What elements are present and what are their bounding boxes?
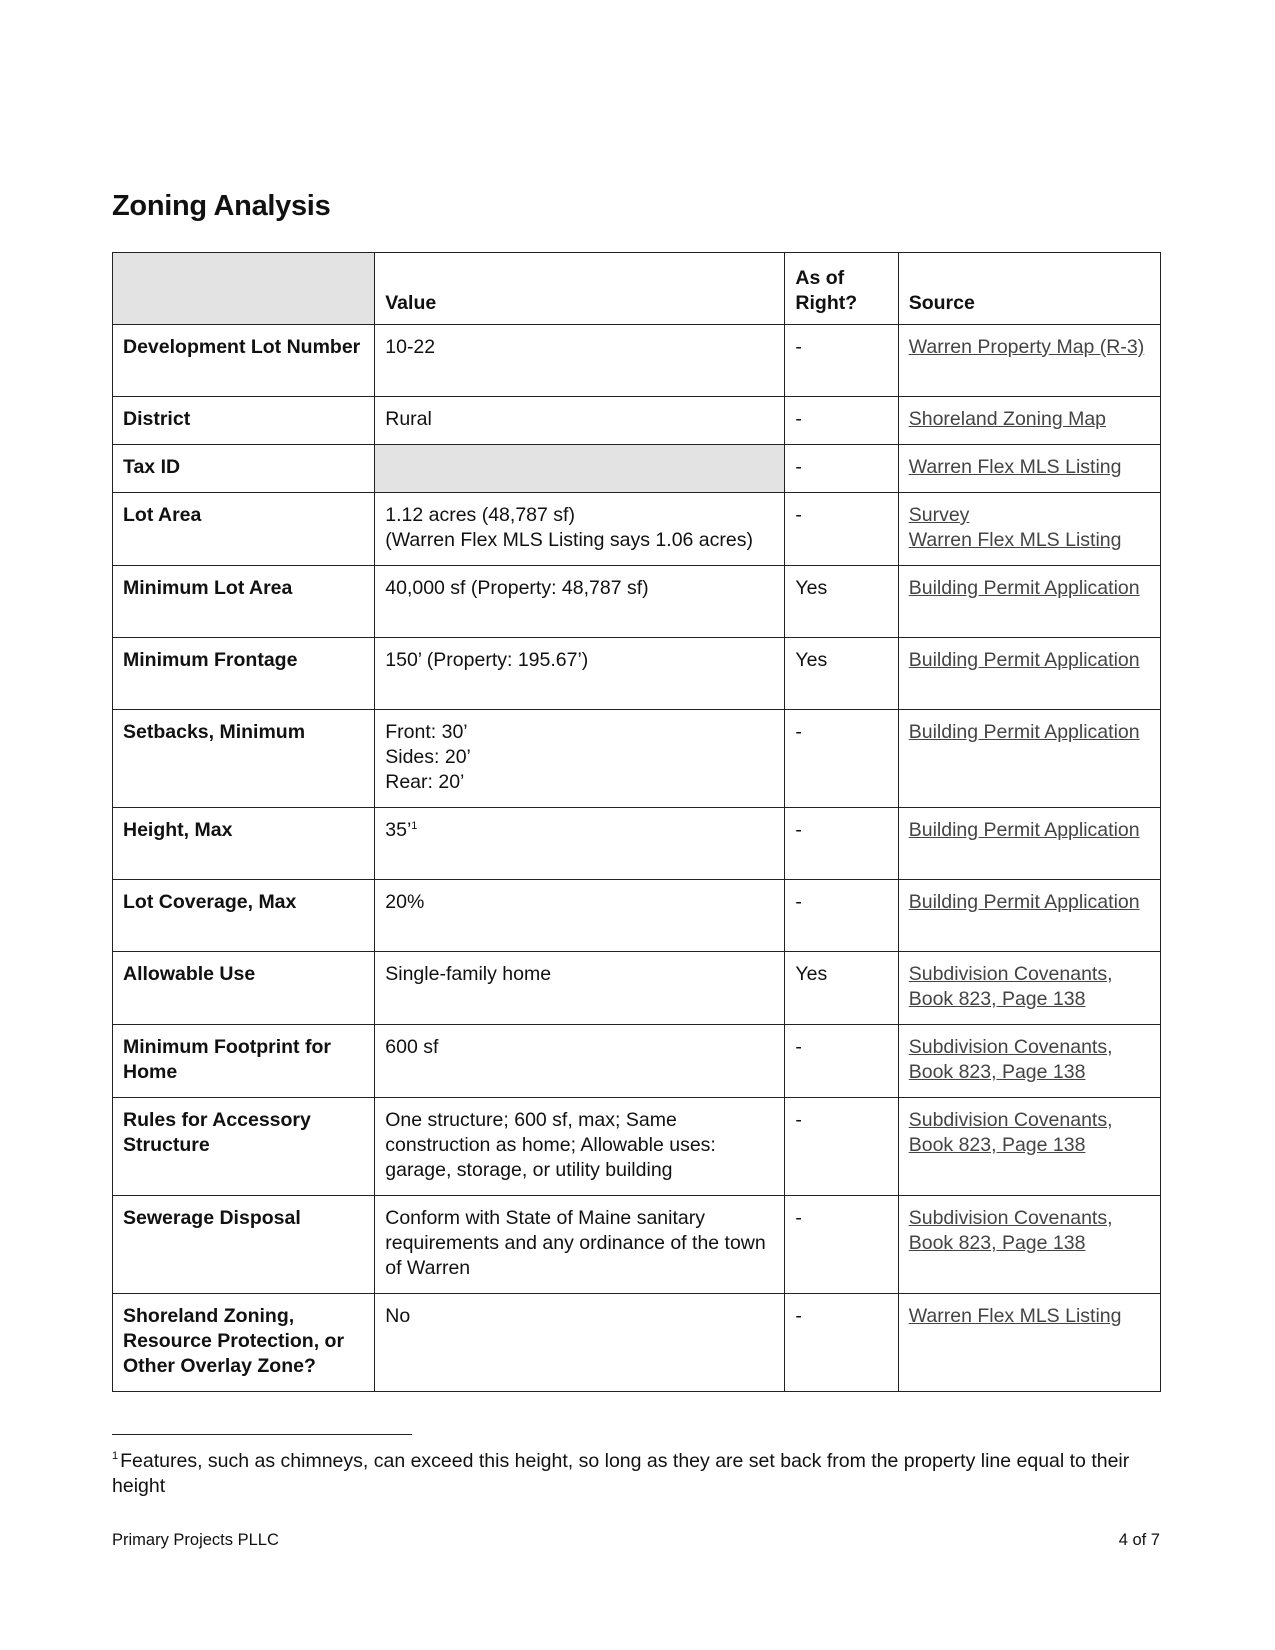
row-as-of-right: -	[785, 493, 898, 566]
row-label: Development Lot Number	[113, 325, 375, 397]
row-source	[898, 566, 1160, 638]
row-source	[898, 1294, 1160, 1392]
row-source	[898, 397, 1160, 445]
row-value	[375, 1025, 785, 1098]
row-label: District	[113, 397, 375, 445]
row-as-of-right: -	[785, 325, 898, 397]
table-row	[113, 1196, 1161, 1294]
row-label: Shoreland Zoning, Resource Protection, or Other Overlay Zone?	[113, 1294, 375, 1392]
row-value-text: Rural	[385, 408, 432, 430]
row-label: Minimum Footprint for Home	[113, 1025, 375, 1098]
footnote-divider	[112, 1434, 412, 1435]
source-link[interactable]: Survey	[908, 504, 970, 526]
row-label: Rules for Accessory Structure	[113, 1098, 375, 1196]
table-row	[113, 880, 1161, 952]
page-title: Zoning Analysis	[112, 190, 331, 222]
table-row	[113, 710, 1161, 808]
row-value	[375, 325, 785, 397]
row-source	[898, 880, 1160, 952]
row-value	[375, 493, 785, 566]
header-as-of-right: As of Right?	[785, 253, 898, 325]
row-label: Allowable Use	[113, 952, 375, 1025]
row-value-text: 40,000 sf (Property: 48,787 sf)	[385, 577, 649, 599]
source-link[interactable]: Building Permit Application	[908, 891, 1140, 913]
table-row	[113, 638, 1161, 710]
source-link[interactable]: Building Permit Application	[908, 649, 1140, 671]
row-value-text: 600 sf	[385, 1036, 439, 1058]
footer-company: Primary Projects PLLC	[112, 1531, 279, 1549]
row-label: Setbacks, Minimum	[113, 710, 375, 808]
row-label: Sewerage Disposal	[113, 1196, 375, 1294]
row-value-text: 150’ (Property: 195.67’)	[385, 649, 589, 671]
row-source	[898, 1098, 1160, 1196]
row-value-text: Front: 30’ Sides: 20’ Rear: 20’	[385, 721, 471, 793]
source-link[interactable]: Subdivision Covenants, Book 823, Page 138	[908, 1036, 1113, 1083]
row-as-of-right: -	[785, 808, 898, 880]
table-row	[113, 493, 1161, 566]
table-row	[113, 397, 1161, 445]
source-link[interactable]: Building Permit Application	[908, 577, 1140, 599]
footnote-reference[interactable]: 1	[411, 820, 418, 832]
row-as-of-right: Yes	[785, 638, 898, 710]
row-value-text: Single-family home	[385, 963, 552, 985]
row-source	[898, 445, 1160, 493]
row-label: Lot Coverage, Max	[113, 880, 375, 952]
row-label: Height, Max	[113, 808, 375, 880]
source-link[interactable]: Warren Flex MLS Listing	[908, 1305, 1122, 1327]
source-link[interactable]: Subdivision Covenants, Book 823, Page 138	[908, 1207, 1113, 1254]
row-value	[375, 880, 785, 952]
row-as-of-right: Yes	[785, 566, 898, 638]
row-source	[898, 1025, 1160, 1098]
row-value	[375, 397, 785, 445]
row-value	[375, 808, 785, 880]
row-as-of-right: -	[785, 397, 898, 445]
row-value	[375, 710, 785, 808]
row-value	[375, 638, 785, 710]
row-label: Lot Area	[113, 493, 375, 566]
row-value-text: One structure; 600 sf, max; Same construction as home; Allowable uses: garage, storage, or utility building	[385, 1109, 716, 1181]
source-link[interactable]: Subdivision Covenants, Book 823, Page 138	[908, 1109, 1113, 1156]
header-value: Value	[375, 253, 785, 325]
source-link[interactable]: Warren Flex MLS Listing	[908, 456, 1122, 478]
row-value	[375, 1098, 785, 1196]
row-value	[375, 566, 785, 638]
row-source	[898, 1196, 1160, 1294]
table-row	[113, 325, 1161, 397]
row-label: Tax ID	[113, 445, 375, 493]
row-label: Minimum Frontage	[113, 638, 375, 710]
row-value-text: 1.12 acres (48,787 sf) (Warren Flex MLS Listing says 1.06 acres)	[385, 504, 753, 551]
row-value-text: 10-22	[385, 336, 436, 358]
row-as-of-right: -	[785, 1196, 898, 1294]
row-value	[375, 1294, 785, 1392]
table-row	[113, 1098, 1161, 1196]
table-header-row	[113, 253, 1161, 325]
source-link[interactable]: Building Permit Application	[908, 819, 1140, 841]
table-row	[113, 445, 1161, 493]
source-link[interactable]: Warren Property Map (R-3)	[908, 336, 1145, 358]
row-as-of-right: -	[785, 445, 898, 493]
row-as-of-right: Yes	[785, 952, 898, 1025]
source-link[interactable]: Warren Flex MLS Listing	[908, 529, 1122, 551]
row-value-text: Conform with State of Maine sanitary requirements and any ordinance of the town of Warren	[385, 1207, 766, 1279]
corner-cell	[113, 253, 375, 325]
row-source	[898, 710, 1160, 808]
row-as-of-right: -	[785, 1294, 898, 1392]
row-value-text: No	[385, 1305, 411, 1327]
row-value	[375, 445, 785, 493]
footnote-text: Features, such as chimneys, can exceed this height, so long as they are set back from the property line equal to their height	[112, 1450, 1130, 1497]
row-value-text: 35’	[385, 819, 412, 841]
table-row	[113, 952, 1161, 1025]
row-source	[898, 808, 1160, 880]
source-link[interactable]: Shoreland Zoning Map	[908, 408, 1107, 430]
table-row	[113, 808, 1161, 880]
footer-page-number: 4 of 7	[1118, 1531, 1160, 1549]
row-as-of-right: -	[785, 1098, 898, 1196]
zoning-table	[112, 252, 1161, 1392]
table-row	[113, 1294, 1161, 1392]
footnote	[112, 1449, 1172, 1499]
row-source	[898, 638, 1160, 710]
row-as-of-right: -	[785, 710, 898, 808]
row-as-of-right: -	[785, 1025, 898, 1098]
source-link[interactable]: Building Permit Application	[908, 721, 1140, 743]
row-value	[375, 952, 785, 1025]
row-source	[898, 493, 1160, 566]
table-row	[113, 566, 1161, 638]
header-source: Source	[898, 253, 1160, 325]
row-as-of-right: -	[785, 880, 898, 952]
row-value	[375, 1196, 785, 1294]
row-value-text: 20%	[385, 891, 425, 913]
row-label: Minimum Lot Area	[113, 566, 375, 638]
row-source	[898, 952, 1160, 1025]
source-link[interactable]: Subdivision Covenants, Book 823, Page 138	[908, 963, 1113, 1010]
table-row	[113, 1025, 1161, 1098]
footnote-marker: 1	[112, 1450, 119, 1462]
row-source	[898, 325, 1160, 397]
